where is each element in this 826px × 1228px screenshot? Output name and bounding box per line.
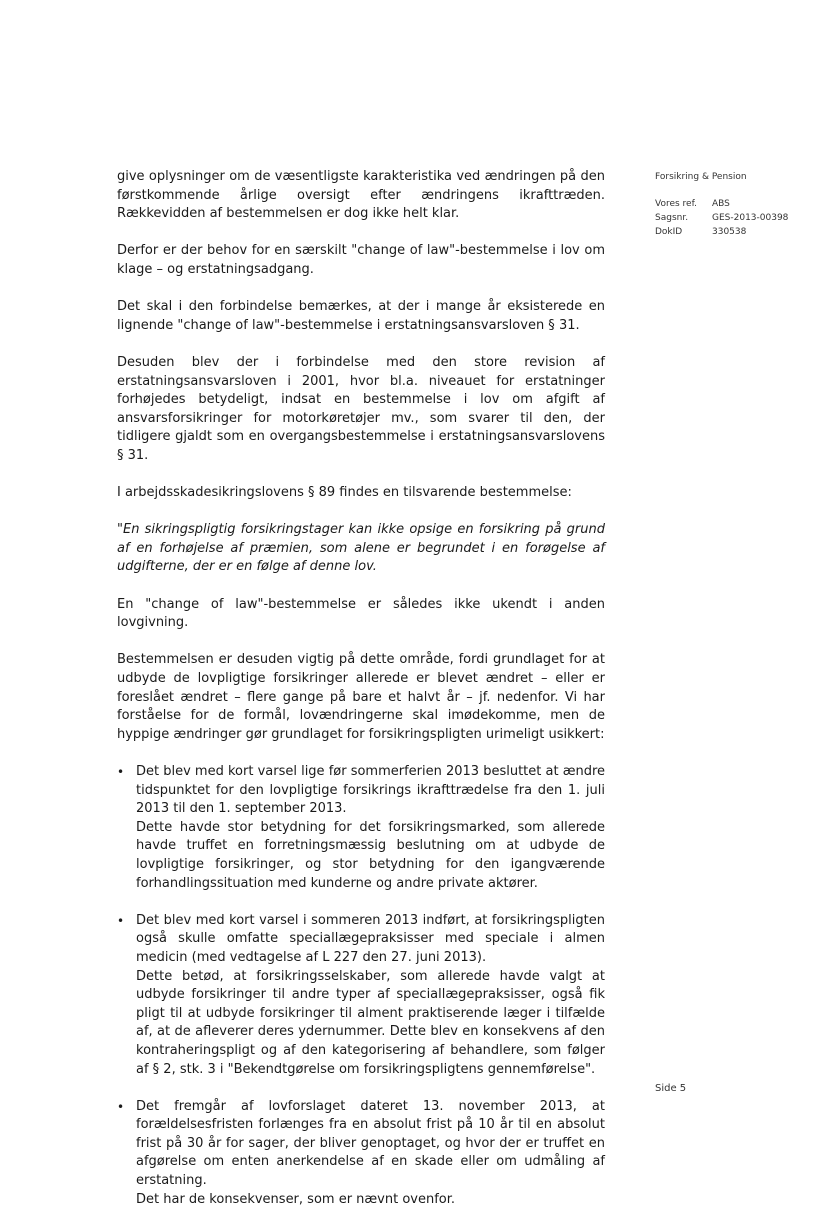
reference-value: ABS <box>712 199 730 209</box>
reference-row <box>655 225 788 239</box>
list-item <box>117 1098 605 1210</box>
paragraph: Det skal i den forbindelse bemærkes, at der i mange år eksisterede en lignende "change of law"-bestemmelse i erstatningsansvarsloven § 31. <box>117 299 605 333</box>
paragraph: En "change of law"-bestemmelse er således ikke ukendt i anden lovgivning. <box>117 596 605 631</box>
organization-name: Forsikring & Pension <box>655 172 747 182</box>
bullet-icon: • <box>117 913 125 928</box>
reference-value: 330538 <box>712 227 747 237</box>
reference-row <box>655 197 788 211</box>
bullet-text: Dette havde stor betydning for det forsikringsmarked, som allerede havde truffet en forretningsmæssig beslutning om at udbyde de lovpligtige forsikringer, og stor betydning for den igangværende forhandlingssituation med kunderne og andre private aktører. <box>136 819 605 891</box>
paragraph: give oplysninger om de væsentligste karakteristika ved ændringen på den førstkommende årlige oversigt efter ændringens ikrafttræden. Rækkevidden af bestemmelsen er dog ikke helt klar. <box>117 169 605 222</box>
paragraph: Desuden blev der i forbindelse med den store revision af erstatningsansvarsloven i 2001, hvor bl.a. niveauet for erstatninger forhøjedes betydeligt, indsat en bestemmelse i lov om afgift af ansvarsforsikringer for motorkøretøjer mv., som svarer til den, der tidligere gjaldt som en overgangsbestemmelse i erstatningsansvarslovens § 31. <box>117 354 605 463</box>
paragraph: I arbejdsskadesikringslovens § 89 findes en tilsvarende bestemmelse: <box>117 485 572 501</box>
paragraph: Derfor er der behov for en særskilt "change of law"-bestemmelse i lov om klage – og erstatningsadgang. <box>117 243 605 277</box>
bullet-list <box>117 763 605 1209</box>
reference-sidebar <box>655 170 788 239</box>
bullet-text: Det blev med kort varsel i sommeren 2013 indført, at forsikringspligten også skulle omfatte speciallægepraksisser med speciale i almen medicin (med vedtagelse af L 227 den 27. juni 2013). <box>136 912 605 965</box>
bullet-text: Det har de konsekvenser, som er nævnt ovenfor. <box>136 1191 456 1207</box>
bullet-text: Det fremgår af lovforslaget dateret 13. november 2013, at forældelsesfristen forlænges fra en absolut frist på 10 år til en absolut frist på 30 år for sager, der bliver genoptaget, og hvor der er truffet en afgørelse om enten anerkendelse af en skade eller om udmåling af erstatning. <box>136 1098 605 1189</box>
page-number: Side 5 <box>655 1083 687 1094</box>
quoted-provision: "En sikringspligtig forsikringstager kan ikke opsige en forsikring på grund af en forhøjelse af præmien, som alene er begrundet i en forøgelse af udgifterne, der er en følge af denne lov. <box>117 522 605 575</box>
letter-body <box>117 168 605 1228</box>
reference-label: Vores ref. <box>655 199 697 209</box>
list-item <box>117 763 605 893</box>
paragraph: Bestemmelsen er desuden vigtig på dette område, fordi grundlaget for at udbyde de lovpligtige forsikringer allerede er blevet ændret – eller er foreslået ændret – flere gange på bare et halvt år – jf. nedenfor. Vi har forståelse for de formål, lovændringerne skal imødekomme, men de hyppige ændringer gør grundlaget for forsikringspligten urimeligt usikkert: <box>117 652 605 742</box>
reference-label: Sagsnr. <box>655 213 689 223</box>
bullet-icon: • <box>117 1099 125 1114</box>
list-item <box>117 912 605 1079</box>
reference-value: GES-2013-00398 <box>712 213 789 223</box>
bullet-text: Dette betød, at forsikringsselskaber, som allerede havde valgt at udbyde forsikringer til andre typer af speciallægepraksisser, også fik pligt til at udbyde forsikringer til alment praktiserende læger i tilfælde af, at de afleverer deres ydernummer. Dette blev en konsekvens af den kontraheringspligt og af den kategorisering af behandlere, som følger af § 2, stk. 3 i "Bekendtgørelse om forsikringspligtens gennemførelse". <box>136 968 605 1077</box>
bullet-icon: • <box>117 765 125 779</box>
reference-label: DokID <box>655 227 683 237</box>
reference-row <box>655 211 788 225</box>
bullet-text: Det blev med kort varsel lige før sommerferien 2013 besluttet at ændre tidspunktet for den lovpligtige forsikrings ikrafttrædelse fra den 1. juli 2013 til den 1. september 2013. <box>136 764 606 817</box>
